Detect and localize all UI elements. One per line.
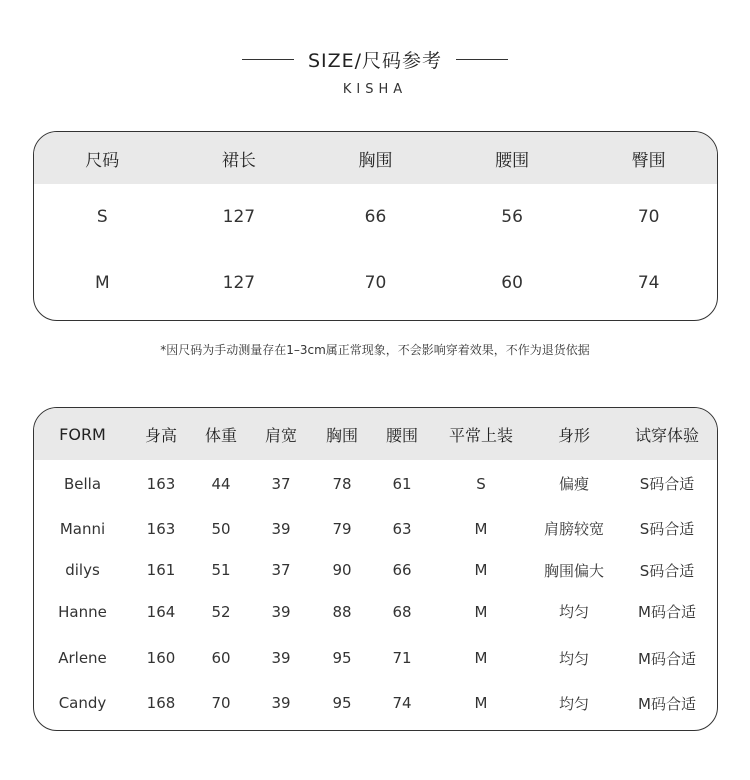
size-chart-table (33, 131, 718, 321)
table-cell: S码合适 (639, 520, 695, 538)
table-cell: 70 (211, 694, 231, 712)
table-cell: M (474, 694, 488, 712)
table-cell: 37 (271, 561, 291, 579)
table-cell: 127 (222, 207, 256, 227)
header-cell: FORM (59, 424, 106, 444)
table-cell: 63 (392, 519, 412, 538)
table-cell: M码合适 (638, 649, 696, 668)
table-cell: Arlene (58, 649, 107, 667)
table-cell: 95 (332, 649, 352, 667)
measurement-note: *因尺码为手动测量存在1–3cm属正常现象，不会影响穿着效果，不作为退货依据 (160, 343, 590, 357)
title-row (0, 44, 750, 74)
table-cell: 66 (364, 207, 387, 227)
table-cell: 74 (392, 694, 412, 712)
table-cell: 39 (271, 694, 291, 712)
table-cell: M (94, 273, 110, 293)
header-cell: 臀围 (631, 150, 666, 171)
header-cell: 尺码 (85, 150, 120, 171)
table-cell: Bella (63, 474, 102, 493)
table-cell: Candy (58, 694, 107, 712)
brand-name: KISHA (342, 82, 408, 97)
header-cell: 体重 (204, 425, 237, 445)
header-cell: 胸围 (358, 150, 393, 171)
table-cell: 60 (211, 649, 231, 667)
table-cell: M (474, 602, 488, 621)
table-cell: 168 (146, 694, 176, 712)
header-cell: 平常上装 (448, 425, 513, 445)
header-cell: 肩宽 (264, 425, 297, 445)
table-cell: M (474, 561, 488, 579)
header-cell: 腰围 (385, 425, 418, 445)
table-row (34, 506, 717, 551)
table-cell: S码合适 (639, 561, 695, 580)
table-cell: 160 (146, 649, 176, 667)
table-cell: 37 (271, 474, 291, 493)
table-row (34, 634, 717, 682)
table-cell: 51 (211, 561, 231, 579)
table-cell: 70 (637, 207, 660, 227)
table-cell: 56 (501, 207, 523, 227)
header-cell: 身形 (557, 425, 590, 445)
table-cell: 39 (271, 602, 291, 621)
table-row (34, 589, 717, 634)
table-cell: S (96, 207, 108, 227)
header-cell: 胸围 (325, 425, 358, 445)
table-cell: 39 (271, 649, 291, 667)
page-title: SIZE/尺码参考 (307, 49, 443, 72)
table-cell: 71 (392, 649, 412, 667)
table-cell: 52 (211, 602, 231, 621)
table-cell: 74 (637, 273, 660, 293)
table-cell: 均匀 (558, 694, 589, 713)
table-cell: 79 (332, 519, 352, 538)
table-cell: S码合适 (639, 475, 695, 493)
table-cell: 163 (146, 474, 176, 493)
table-row (34, 250, 717, 316)
table-cell: M码合适 (638, 603, 696, 621)
table-cell: 95 (332, 694, 352, 712)
table-cell: 127 (222, 273, 256, 293)
table-row (34, 184, 717, 250)
table-cell: 66 (392, 561, 412, 579)
table-cell: 均匀 (558, 603, 589, 621)
table-cell: 肩膀较宽 (543, 520, 604, 538)
table-cell: 均匀 (558, 649, 589, 668)
size-table-header (34, 132, 717, 184)
table-cell: 164 (146, 602, 176, 621)
header-cell: 试穿体验 (634, 425, 699, 445)
table-row (34, 461, 717, 506)
header-cell: 腰围 (495, 150, 530, 171)
table-cell: 163 (146, 519, 176, 538)
table-cell: 39 (271, 519, 291, 538)
title-left-rule (242, 59, 294, 60)
table-cell: 68 (392, 602, 412, 621)
table-cell: 161 (146, 561, 176, 579)
table-cell: 61 (392, 474, 412, 493)
table-cell: 44 (211, 474, 231, 493)
table-cell: 胸围偏大 (543, 561, 604, 580)
header-cell: 裙长 (221, 150, 256, 171)
table-cell: dilys (65, 561, 100, 579)
model-fit-table (33, 407, 718, 731)
table-cell: M (474, 649, 488, 667)
title-right-rule (456, 59, 508, 60)
table-cell: Manni (59, 519, 106, 538)
table-cell: 偏瘦 (558, 475, 589, 493)
table-cell: 78 (332, 474, 352, 493)
table-cell: Hanne (58, 602, 107, 621)
table-cell: 60 (501, 273, 523, 293)
table-cell: 88 (332, 602, 352, 621)
table-row (34, 551, 717, 589)
table-cell: 50 (211, 519, 231, 538)
header-cell: 身高 (144, 425, 177, 445)
table-cell: M (474, 519, 488, 538)
table-row (34, 682, 717, 724)
table-cell: S (476, 474, 486, 493)
model-table-header (34, 408, 717, 460)
table-cell: M码合适 (638, 694, 696, 713)
table-cell: 70 (364, 273, 387, 293)
table-cell: 90 (332, 561, 352, 579)
